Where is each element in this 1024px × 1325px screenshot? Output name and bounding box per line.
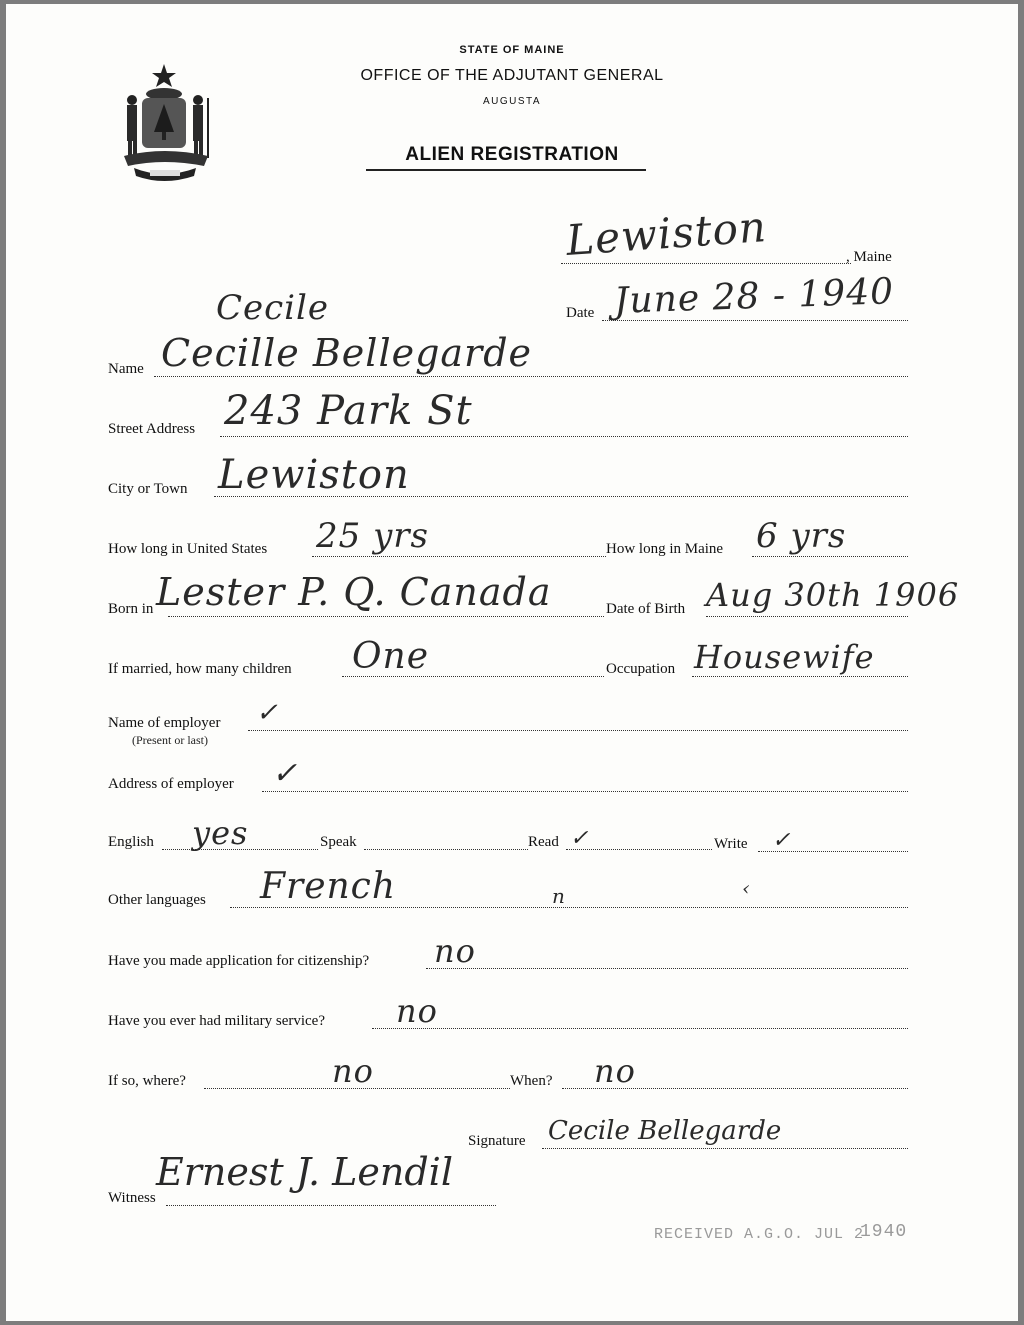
- military-line: [372, 1028, 908, 1029]
- when-label: When?: [510, 1073, 553, 1089]
- how-long-us-value: 25 yrs: [316, 516, 429, 556]
- present-or-last-note: (Present or last): [132, 733, 208, 747]
- where-value: no: [332, 1052, 374, 1090]
- children-label: If married, how many children: [108, 661, 292, 677]
- born-in-label: Born in: [108, 601, 154, 617]
- received-stamp: RECEIVED A.G.O. JUL 2: [654, 1226, 865, 1243]
- occupation-label: Occupation: [606, 661, 676, 677]
- how-long-maine-value: 6 yrs: [756, 516, 847, 556]
- occupation-value: Housewife: [694, 638, 875, 676]
- name-label: Name: [108, 361, 144, 377]
- english-value: yes: [192, 814, 249, 852]
- name-line: [154, 376, 908, 377]
- witness-label: Witness: [108, 1190, 156, 1206]
- date-value: June 28 - 1940: [613, 271, 895, 322]
- speak-line: [364, 849, 528, 850]
- how-long-maine-line: [752, 556, 908, 557]
- city-value: Lewiston: [218, 452, 410, 498]
- date-of-birth-value: Aug 30th 1906: [706, 576, 960, 614]
- form-title: ALIEN REGISTRATION: [405, 144, 619, 165]
- citizenship-line: [426, 968, 908, 969]
- write-value: ✓: [772, 828, 792, 853]
- military-label: Have you ever had military service?: [108, 1013, 325, 1029]
- office-heading: OFFICE OF THE ADJUTANT GENERAL: [360, 67, 664, 84]
- date-of-birth-line: [706, 616, 908, 617]
- street-address-line: [220, 436, 908, 437]
- received-stamp-year: 1940: [860, 1222, 908, 1242]
- children-value: One: [352, 636, 430, 677]
- date-of-birth-label: Date of Birth: [606, 601, 686, 617]
- street-address-label: Street Address: [108, 421, 196, 437]
- occupation-line: [692, 676, 908, 677]
- street-address-value: 243 Park St: [224, 388, 473, 434]
- place-line: [561, 263, 851, 264]
- how-long-maine-label: How long in Maine: [606, 541, 724, 557]
- title-underline: [366, 169, 646, 171]
- employer-name-line: [248, 730, 908, 731]
- city-heading: AUGUSTA: [482, 96, 542, 107]
- name-value: Cecille Bellegarde: [161, 331, 533, 375]
- other-languages-label: Other languages: [108, 892, 206, 908]
- employer-name-label: Name of employer: [108, 715, 221, 731]
- form-page: [6, 4, 1018, 1321]
- born-in-value: Lester P. Q. Canada: [156, 570, 552, 614]
- maine-label: , Maine: [846, 249, 892, 265]
- speak-label: Speak: [320, 834, 357, 850]
- when-value: no: [594, 1052, 636, 1090]
- employer-address-value: ✓: [272, 756, 299, 791]
- state-heading: STATE OF MAINE: [459, 44, 565, 56]
- employer-address-line: [262, 791, 908, 792]
- signature-label: Signature: [468, 1133, 526, 1149]
- how-long-us-label: How long in United States: [108, 541, 268, 557]
- signature-value: Cecile Bellegarde: [548, 1116, 782, 1146]
- witness-value: Ernest J. Lendil: [156, 1150, 453, 1194]
- where-label: If so, where?: [108, 1073, 186, 1089]
- witness-line: [166, 1205, 496, 1206]
- date-label: Date: [566, 305, 595, 321]
- other-languages-line: [230, 907, 908, 908]
- write-label: Write: [714, 836, 748, 852]
- military-value: no: [396, 992, 438, 1030]
- born-in-line: [168, 616, 604, 617]
- read-label: Read: [528, 834, 559, 850]
- employer-address-label: Address of employer: [108, 776, 234, 792]
- citizenship-value: no: [434, 932, 476, 970]
- citizenship-label: Have you made application for citizenship?: [108, 953, 370, 969]
- signature-line: [542, 1148, 908, 1149]
- city-label: City or Town: [108, 481, 188, 497]
- how-long-us-line: [312, 556, 606, 557]
- name-correction: Cecile: [216, 288, 330, 328]
- place-value: Lewiston: [564, 202, 769, 265]
- other-read-value: n: [552, 884, 566, 908]
- english-label: English: [108, 834, 154, 850]
- other-languages-value: French: [260, 866, 397, 907]
- employer-name-value: ✓: [256, 698, 279, 728]
- read-value: ✓: [570, 826, 590, 851]
- other-write-value: ‹: [742, 876, 751, 900]
